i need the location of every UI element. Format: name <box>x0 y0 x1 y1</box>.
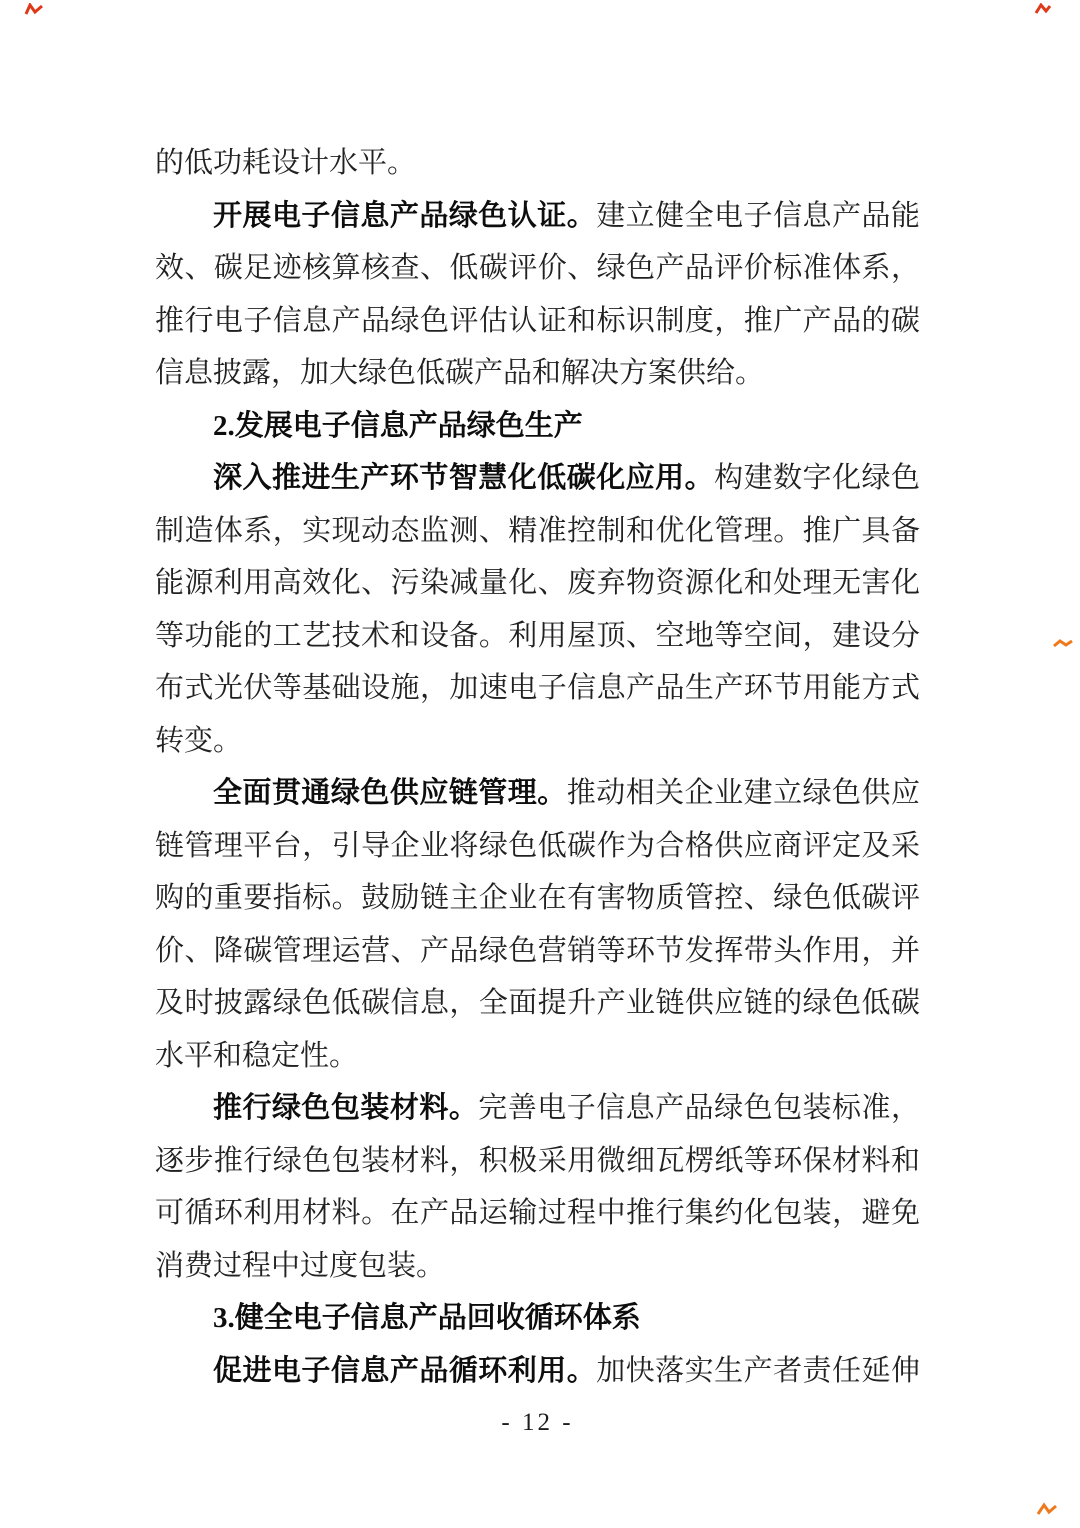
corner-mark-bottom-right <box>1036 1502 1058 1517</box>
body-line <box>155 557 920 610</box>
section-heading <box>155 400 920 453</box>
body-line <box>155 1135 920 1188</box>
line-text: 能源利用高效化、污染减量化、废弃物资源化和处理无害化 <box>155 567 920 599</box>
body-line <box>155 610 920 663</box>
line-text: 价、降碳管理运营、产品绿色营销等环节发挥带头作用，并 <box>155 934 920 967</box>
line-text: 布式光伏等基础设施，加速电子信息产品生产环节用能方式 <box>155 672 920 704</box>
body-line <box>155 137 920 190</box>
line-text: 推动相关企业建立绿色供应 <box>566 777 920 809</box>
line-text: 可循环利用材料。在产品运输过程中推行集约化包装，避免 <box>155 1197 920 1229</box>
line-text: 信息披露，加大绿色低碳产品和解决方案供给。 <box>155 357 765 389</box>
body-line <box>155 242 920 295</box>
body-line <box>155 715 920 768</box>
body-line <box>155 295 920 348</box>
body-line <box>155 925 920 978</box>
body-line <box>155 872 920 925</box>
body-line <box>155 1030 920 1083</box>
line-text: 推行电子信息产品绿色评估认证和标识制度，推广产品的碳 <box>155 304 920 337</box>
bold-lead: 开展电子信息产品绿色认证。 <box>213 199 597 232</box>
bold-lead: 全面贯通绿色供应链管理。 <box>213 777 567 809</box>
line-text: 加快落实生产者责任延伸 <box>596 1354 920 1387</box>
body-line <box>155 1345 920 1398</box>
heading-text: 2.发展电子信息产品绿色生产 <box>213 409 583 442</box>
line-text: 完善电子信息产品绿色包装标准， <box>478 1092 920 1124</box>
line-text: 逐步推行绿色包装材料，积极采用微细瓦楞纸等环保材料和 <box>155 1144 920 1177</box>
line-text: 购的重要指标。鼓励链主企业在有害物质管控、绿色低碳评 <box>155 882 920 914</box>
line-text: 制造体系，实现动态监测、精准控制和优化管理。推广具备 <box>155 514 920 547</box>
body-line <box>155 1187 920 1240</box>
line-text: 建立健全电子信息产品能 <box>596 199 920 232</box>
body-line <box>155 662 920 715</box>
section-heading <box>155 1292 920 1345</box>
line-text: 消费过程中过度包装。 <box>155 1249 446 1282</box>
edge-mark-right <box>1052 638 1074 649</box>
heading-text: 3.健全电子信息产品回收循环体系 <box>213 1302 641 1334</box>
line-text: 水平和稳定性。 <box>155 1039 359 1072</box>
line-text: 及时披露绿色低碳信息，全面提升产业链供应链的绿色低碳 <box>155 987 920 1019</box>
line-text: 链管理平台，引导企业将绿色低碳作为合格供应商评定及采 <box>155 829 920 862</box>
body-line <box>155 505 920 558</box>
body-line <box>155 767 920 820</box>
bold-lead: 促进电子信息产品循环利用。 <box>213 1354 597 1387</box>
line-text: 等功能的工艺技术和设备。利用屋顶、空地等空间，建设分 <box>155 619 920 652</box>
line-text: 的低功耗设计水平。 <box>155 147 417 179</box>
line-text: 构建数字化绿色 <box>714 462 920 494</box>
body-line <box>155 820 920 873</box>
body-line <box>155 452 920 505</box>
corner-mark-top-left <box>24 3 44 17</box>
body-line <box>155 190 920 243</box>
line-text: 效、碳足迹核算核查、低碳评价、绿色产品评价标准体系， <box>155 252 920 284</box>
line-text: 转变。 <box>155 724 243 757</box>
corner-mark-top-right <box>1034 3 1052 16</box>
body-line <box>155 1082 920 1135</box>
body-line <box>155 1240 920 1293</box>
body-line <box>155 977 920 1030</box>
bold-lead: 深入推进生产环节智慧化低碳化应用。 <box>213 462 715 494</box>
bold-lead: 推行绿色包装材料。 <box>213 1092 479 1124</box>
body-line <box>155 347 920 400</box>
document-page-body <box>155 137 920 1450</box>
page-number: - 12 - <box>501 1409 574 1436</box>
